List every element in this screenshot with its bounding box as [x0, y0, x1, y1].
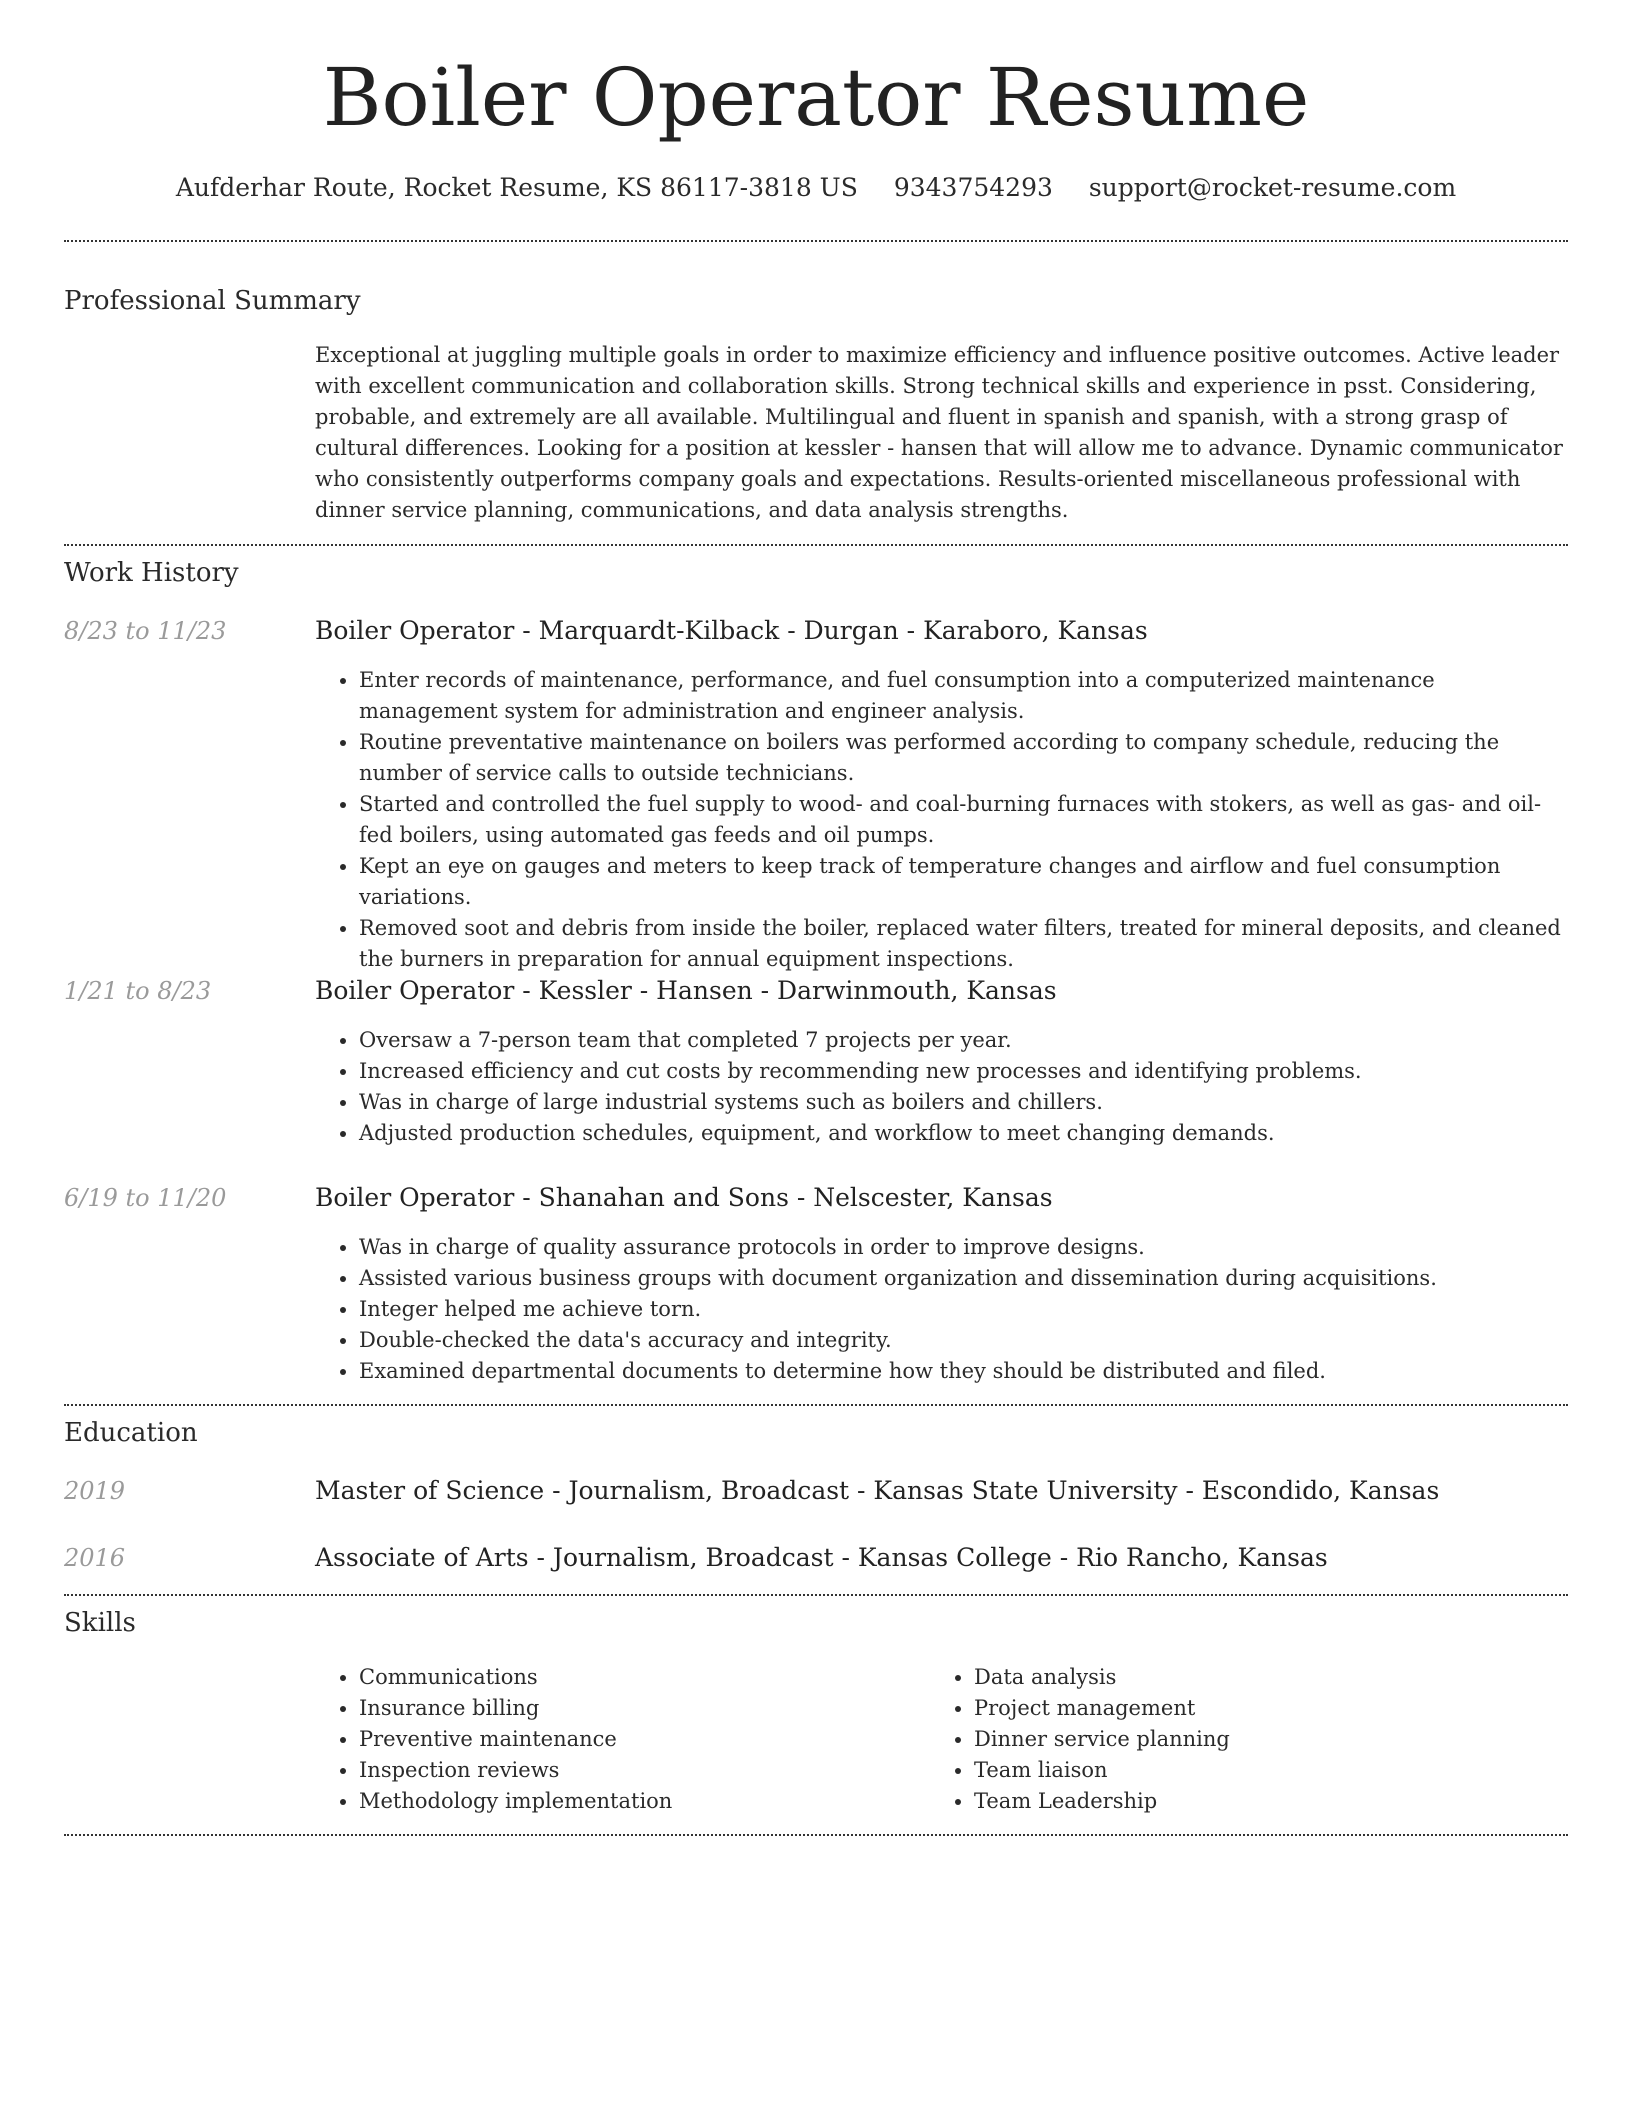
skill-item: • Project management — [974, 1693, 1530, 1724]
contact-address: Aufderhar Route, Rocket Resume, KS 86117-3818 US — [175, 173, 858, 202]
education-year: 2016 — [64, 1544, 126, 1572]
job-title: Boiler Operator - Shanahan and Sons - Nelscester, Kansas — [315, 1183, 1053, 1212]
contact-line — [0, 170, 1632, 206]
job-bullet: • Double-checked the data's accuracy and integrity. — [359, 1325, 1570, 1356]
resume-title: Boiler Operator Resume — [322, 51, 1310, 144]
skill-item: • Team Leadership — [974, 1786, 1530, 1817]
job-bullet: • Was in charge of quality assurance protocols in order to improve designs. — [359, 1232, 1570, 1263]
education-degree: Associate of Arts - Journalism, Broadcast - Kansas College - Rio Rancho, Kansas — [315, 1543, 1328, 1572]
job-dates: 1/21 to 8/23 — [64, 977, 212, 1005]
divider — [64, 240, 1568, 242]
skill-item: • Communications — [359, 1662, 915, 1693]
summary-text: Exceptional at juggling multiple goals in order to maximize efficiency and influence positive outcomes. Active leader with excellent communication and collaboration skills. Strong technical skills and experience in psst. Considering, probable, and extremely are all available. Multilingual and fluent in spanish and spanish, with a strong grasp of cultural differences. Looking for a position at kessler - hansen that will allow me to advance. Dynamic communicator who consistently outperforms company goals and expectations. Results-oriented miscellaneous professional with dinner service planning, communications, and data analysis strengths. — [315, 343, 1563, 522]
skills-heading: Skills — [64, 1608, 136, 1638]
contact-phone: 9343754293 — [893, 173, 1053, 202]
job-bullet: • Oversaw a 7-person team that completed 7 projects per year. — [359, 1025, 1570, 1056]
job-bullet: • Routine preventative maintenance on boilers was performed according to company schedule, reducing the number of service calls to outside technicians. — [359, 727, 1570, 789]
skill-item: • Dinner service planning — [974, 1724, 1530, 1755]
job-bullets — [315, 665, 1570, 975]
skill-item: • Inspection reviews — [359, 1755, 915, 1786]
job-bullet: • Increased efficiency and cut costs by recommending new processes and identifying problems. — [359, 1056, 1570, 1087]
skill-item: • Insurance billing — [359, 1693, 915, 1724]
contact-email: support@rocket-resume.com — [1088, 173, 1457, 202]
divider — [64, 1594, 1568, 1596]
skill-item: • Preventive maintenance — [359, 1724, 915, 1755]
job-title: Boiler Operator - Marquardt-Kilback - Durgan - Karaboro, Kansas — [315, 616, 1148, 645]
divider — [64, 1404, 1568, 1406]
job-bullet: • Started and controlled the fuel supply to wood- and coal-burning furnaces with stokers, as well as gas- and oil-fed boilers, using automated gas feeds and oil pumps. — [359, 789, 1570, 851]
job-bullet: • Adjusted production schedules, equipment, and workflow to meet changing demands. — [359, 1118, 1570, 1149]
job-bullet: • Integer helped me achieve torn. — [359, 1294, 1570, 1325]
divider — [64, 544, 1568, 546]
job-bullet: • Examined departmental documents to determine how they should be distributed and filed. — [359, 1356, 1570, 1387]
education-heading: Education — [64, 1418, 198, 1448]
job-bullets — [315, 1232, 1570, 1387]
job-bullets — [315, 1025, 1570, 1149]
job-bullet: • Removed soot and debris from inside the boiler, replaced water filters, treated for mineral deposits, and cleaned the burners in preparation for annual equipment inspections. — [359, 913, 1570, 975]
job-bullet: • Enter records of maintenance, performance, and fuel consumption into a computerized maintenance management system for administration and engineer analysis. — [359, 665, 1570, 727]
skills-list-left — [315, 1662, 915, 1817]
job-bullet: • Assisted various business groups with document organization and dissemination during acquisitions. — [359, 1263, 1570, 1294]
education-degree: Master of Science - Journalism, Broadcast - Kansas State University - Escondido, Kansas — [315, 1476, 1440, 1505]
skill-item: • Data analysis — [974, 1662, 1530, 1693]
job-title: Boiler Operator - Kessler - Hansen - Darwinmouth, Kansas — [315, 976, 1057, 1005]
job-bullet: • Was in charge of large industrial systems such as boilers and chillers. — [359, 1087, 1570, 1118]
skills-list-right — [930, 1662, 1530, 1817]
job-dates: 6/19 to 11/20 — [64, 1184, 227, 1212]
divider — [64, 1834, 1568, 1836]
job-dates: 8/23 to 11/23 — [64, 617, 227, 645]
job-bullet: • Kept an eye on gauges and meters to keep track of temperature changes and airflow and fuel consumption variations. — [359, 851, 1570, 913]
skill-item: • Methodology implementation — [359, 1786, 915, 1817]
skill-item: • Team liaison — [974, 1755, 1530, 1786]
education-year: 2019 — [64, 1477, 126, 1505]
summary-heading: Professional Summary — [64, 286, 361, 316]
work-history-heading: Work History — [64, 558, 239, 588]
